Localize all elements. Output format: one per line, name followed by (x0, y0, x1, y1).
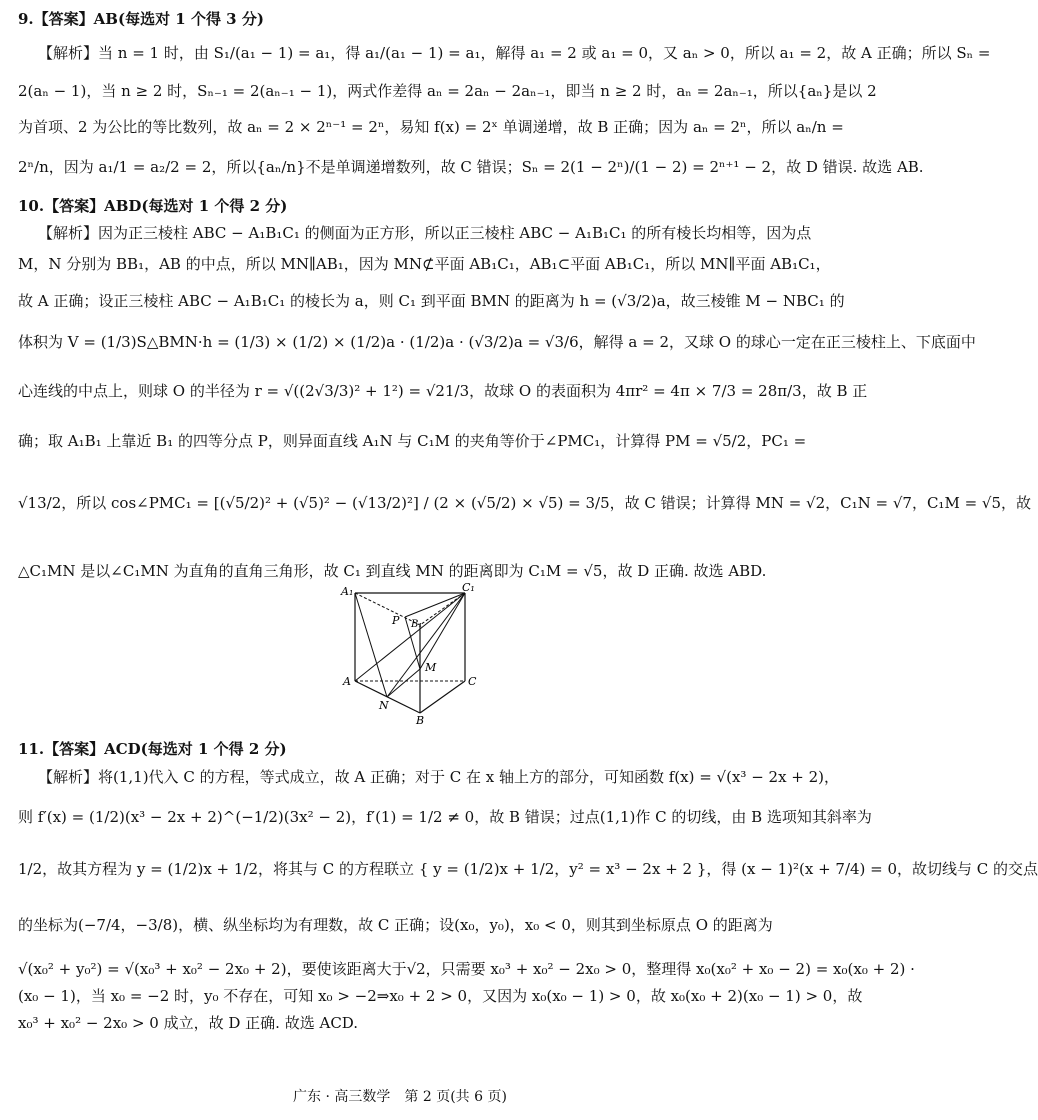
q10-line-2: M，N 分别为 BB₁，AB 的中点，所以 MN∥AB₁，因为 MN⊄平面 AB₁C₁，AB₁⊂平面 AB₁C₁，所以 MN∥平面 AB₁C₁， (18, 255, 831, 273)
q11-line-4: 的坐标为(−7/4，−3/8)，横、纵坐标均为有理数，故 C 正确；设(x₀，y₀)，x₀ < 0，则其到坐标原点 O 的距离为 (18, 916, 773, 934)
label-m: M (425, 661, 437, 674)
q11-line-2: 则 f′(x) = (1/2)(x³ − 2x + 2)^(−1/2)(3x² − 2)，f′(1) = 1/2 ≠ 0，故 B 错误；过点(1,1)作 C 的切线，由 B 选项知其斜率为 (18, 808, 872, 826)
q9-heading: 9.【答案】AB(每选对 1 个得 3 分) (18, 10, 264, 28)
q10-line-1: 【解析】因为正三棱柱 ABC − A₁B₁C₁ 的侧面为正方形，所以正三棱柱 ABC − A₁B₁C₁ 的所有棱长均相等，因为点 (38, 224, 812, 242)
q9-line-1: 【解析】当 n = 1 时，由 S₁/(a₁ − 1) = a₁，得 a₁/(a₁ − 1) = a₁，解得 a₁ = 2 或 a₁ = 0，又 aₙ > 0，所以 a₁ = 2，故 A 正确；所以 Sₙ = (38, 44, 991, 62)
q10-line-5: 心连线的中点上，则球 O 的半径为 r = √((2√3/3)² + 1²) = √21/3，故球 O 的表面积为 4πr² = 4π × 7/3 = 28π/3，故 B 正 (18, 382, 868, 400)
label-b1: B₁ (411, 619, 423, 630)
q11-line-6: (x₀ − 1)，当 x₀ = −2 时，y₀ 不存在，可知 x₀ > −2⇒x₀ + 2 > 0，又因为 x₀(x₀ − 1) > 0，故 x₀(x₀ + 2)(x₀ − 1) > 0，故 (18, 987, 863, 1005)
q10-line-3: 故 A 正确；设正三棱柱 ABC − A₁B₁C₁ 的棱长为 a，则 C₁ 到平面 BMN 的距离为 h = (√3/2)a，故三棱锥 M − NBC₁ 的 (18, 292, 845, 310)
label-c: C (468, 675, 477, 688)
q9-line-2: 2(aₙ − 1)，当 n ≥ 2 时，Sₙ₋₁ = 2(aₙ₋₁ − 1)，两式作差得 aₙ = 2aₙ − 2aₙ₋₁，即当 n ≥ 2 时，aₙ = 2aₙ₋₁，所以{aₙ}是以 2 (18, 82, 877, 100)
q9-line-4: 2ⁿ/n，因为 a₁/1 = a₂/2 = 2，所以{aₙ/n}不是单调递增数列，故 C 错误；Sₙ = 2(1 − 2ⁿ)/(1 − 2) = 2ⁿ⁺¹ − 2，故 D 错误. 故选 AB. (18, 158, 924, 176)
page-footer: 广东 · 高三数学 第 2 页(共 6 页) (293, 1089, 507, 1105)
label-b: B (416, 714, 425, 727)
label-p: P (392, 614, 400, 627)
segment-n-m (387, 669, 420, 697)
triangular-prism-figure (335, 581, 477, 727)
label-a1: A₁ (341, 585, 354, 598)
q11-line-5: √(x₀² + y₀²) = √(x₀³ + x₀² − 2x₀ + 2)，要使该距离大于√2，只需要 x₀³ + x₀² − 2x₀ > 0，整理得 x₀(x₀² + x₀ − 2) = x₀(x₀ + 2) · (18, 960, 915, 978)
q11-line-1: 【解析】将(1,1)代入 C 的方程，等式成立，故 A 正确；对于 C 在 x 轴上方的部分，可知函数 f(x) = √(x³ − 2x + 2)， (38, 768, 840, 786)
q11-line-3: 1/2，故其方程为 y = (1/2)x + 1/2，将其与 C 的方程联立 { y = (1/2)x + 1/2，y² = x³ − 2x + 2 }，得 (x − 1)²(x + 7/4) = 0，故切线与 C 的交点 (18, 860, 1038, 878)
q10-line-6: 确；取 A₁B₁ 上靠近 B₁ 的四等分点 P，则异面直线 A₁N 与 C₁M 的夹角等价于∠PMC₁，计算得 PM = √5/2，PC₁ = (18, 432, 807, 450)
q10-heading: 10.【答案】ABD(每选对 1 个得 2 分) (18, 197, 288, 215)
q10-line-8: △C₁MN 是以∠C₁MN 为直角的直角三角形，故 C₁ 到直线 MN 的距离即为 C₁M = √5，故 D 正确. 故选 ABD. (18, 562, 767, 580)
q11-line-7: x₀³ + x₀² − 2x₀ > 0 成立，故 D 正确. 故选 ACD. (18, 1014, 359, 1032)
q11-heading: 11.【答案】ACD(每选对 1 个得 2 分) (18, 740, 287, 758)
q9-line-3: 为首项、2 为公比的等比数列，故 aₙ = 2 × 2ⁿ⁻¹ = 2ⁿ，易知 f(x) = 2ˣ 单调递增，故 B 正确；因为 aₙ = 2ⁿ，所以 aₙ/n = (18, 118, 844, 136)
edge-c-b (420, 681, 465, 713)
q10-line-7: √13/2，所以 cos∠PMC₁ = [(√5/2)² + (√5)² − (√13/2)²] / (2 × (√5/2) × √5) = 3/5，故 C 错误；计算得 MN = √2，C₁N = √7，C₁M = √5，故 (18, 494, 1032, 512)
q10-line-4: 体积为 V = (1/3)S△BMN·h = (1/3) × (1/2) × (1/2)a · (1/2)a · (√3/2)a = √3/6，解得 a = 2，又球 O 的球心一定在正三棱柱上、下底面中 (18, 333, 976, 351)
segment-c1-a (355, 593, 465, 681)
label-a: A (343, 675, 351, 688)
label-c1: C₁ (462, 581, 475, 594)
label-n: N (379, 699, 389, 712)
segment-c1-m (420, 593, 465, 669)
